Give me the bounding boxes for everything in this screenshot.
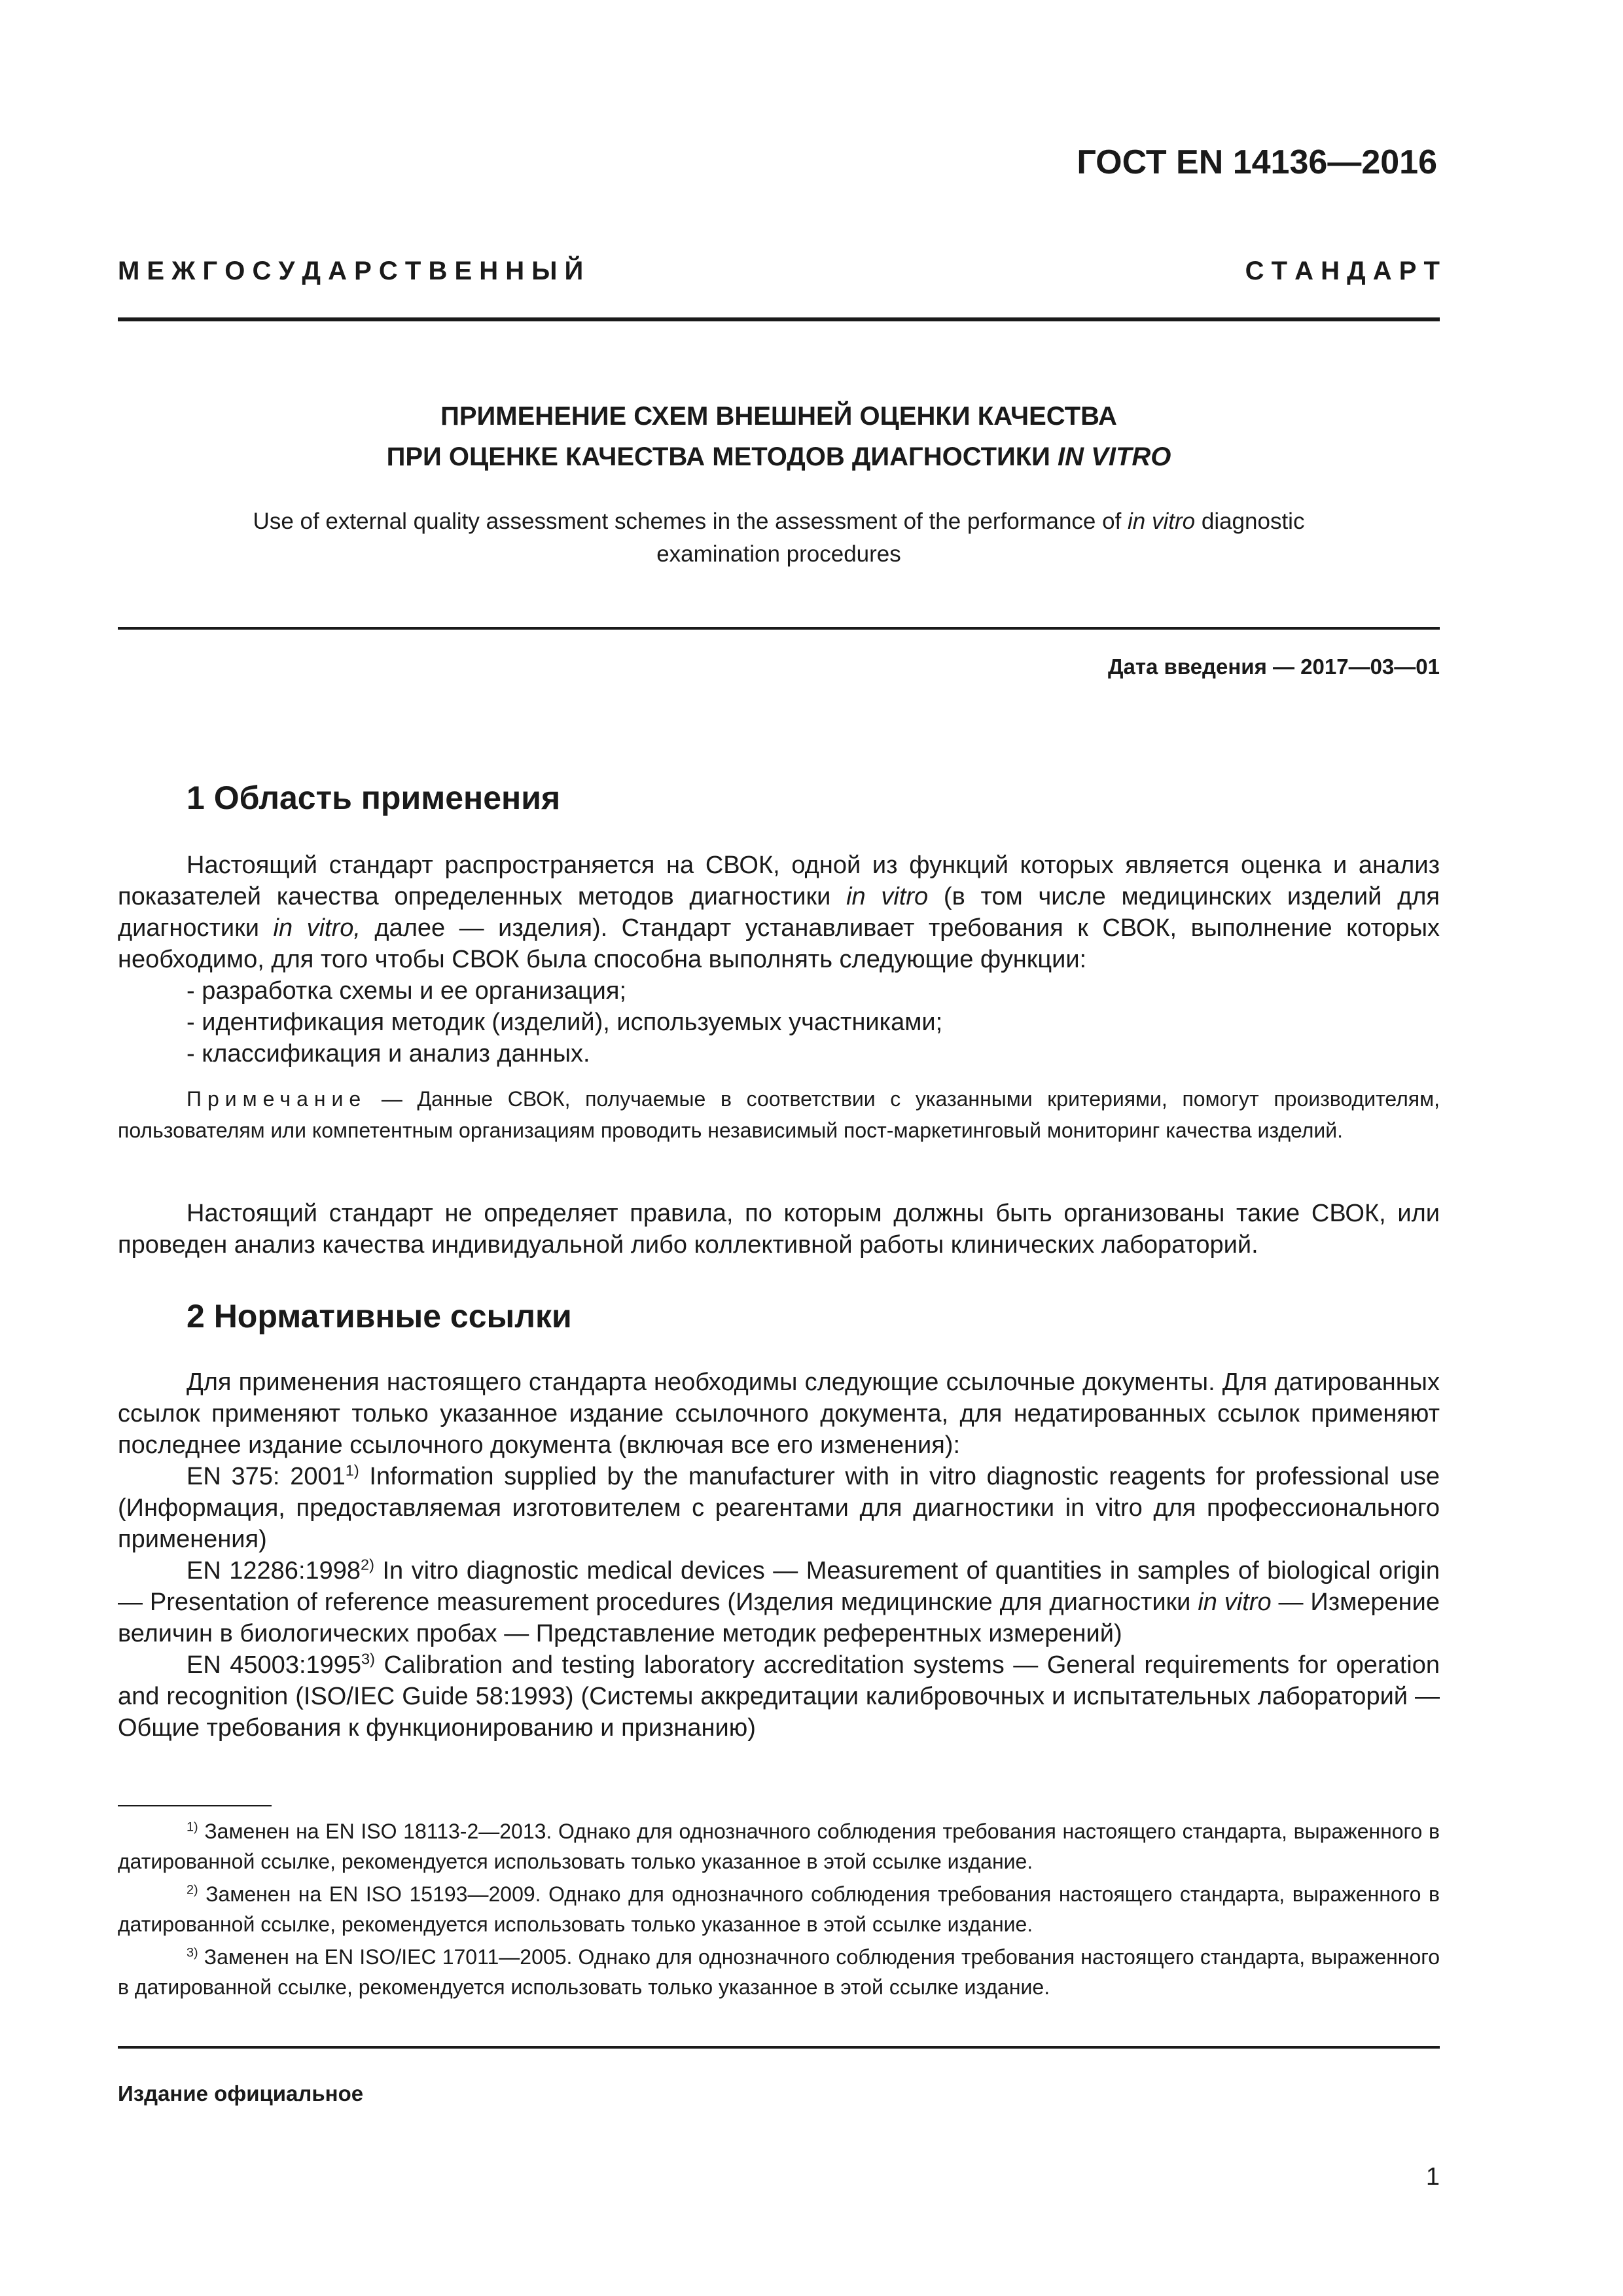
introduction-date: Дата введения — 2017—03—01 [1108, 655, 1440, 679]
official-edition-label: Издание официальное [118, 2081, 364, 2106]
list-item: - идентификация методик (изделий), используемых участниками; [187, 1009, 943, 1036]
section-1-body [118, 850, 1440, 1069]
title-line-1: ПРИМЕНЕНИЕ СХЕМ ВНЕШНЕЙ ОЦЕНКИ КАЧЕСТВА [440, 402, 1117, 431]
title-line-2: ПРИ ОЦЕНКЕ КАЧЕСТВА МЕТОДОВ ДИАГНОСТИКИ IN VITRO [386, 442, 1171, 471]
banner-right: С Т А Н Д А Р Т [1245, 257, 1440, 285]
footnotes [118, 1816, 1440, 2005]
list-item: - разработка схемы и ее организация; [187, 977, 626, 1005]
header-rule [118, 317, 1440, 321]
banner-left: М Е Ж Г О С У Д А Р С Т В Е Н Н Ы Й [118, 257, 584, 285]
section-2-heading: 2 Нормативные ссылки [187, 1298, 572, 1335]
reference-1: EN 375: 2001$^{1)}$ Information supplied by the manufacturer with in vitro diagnostic reagents for professional use (Информация, предоставляемая изготовителем с реагентами для диагностики in vitro для профессионального применения) [118, 1462, 1440, 1553]
footnote-2: $^{2)}$ Заменен на EN ISO 15193—2009. Однако для однозначного соблюдения требования настоящего стандарта, выраженного в датированной ссылке, рекомендуется использовать только указанное в этой ссылке издание. [118, 1882, 1440, 1936]
reference-3: EN 45003:1995$^{3)}$ Calibration and testing laboratory accreditation systems — General requirements for operation and recognition (ISO/IEC Guide 58:1993) (Системы аккредитации калибровочных и испытательных лабораторий — Общие требования к функционированию и признанию) [118, 1650, 1440, 1742]
list-item: - классификация и анализ данных. [187, 1040, 590, 1067]
section-2-body [118, 1367, 1440, 1744]
note-text: — Данные СВОК, получаемые в соответствии с указанными критериями, помогут производителям, пользователям или компетентным организациям проводить независимый пост-маркетинговый мониторинг качества изделий. [118, 1087, 1440, 1142]
page-number: 1 [1425, 2163, 1440, 2191]
section-2-paragraph: Для применения настоящего стандарта необходимы следующие ссылочные документы. Для датированных ссылок применяют только указанное издание ссылочного документа, для недатированных ссылок применяют последнее издание ссылочного документа (включая все его изменения): [118, 1369, 1440, 1459]
footnote-1: $^{1)}$ Заменен на EN ISO 18113-2—2013. Однако для однозначного соблюдения требования настоящего стандарта, выраженного в датированной ссылке, рекомендуется использовать только указанное в этой ссылке издание. [118, 1820, 1440, 1873]
note-label: Примечание [187, 1087, 367, 1111]
title-rule [118, 627, 1440, 630]
document-code: ГОСТ EN 14136—2016 [1077, 143, 1437, 181]
reference-2: EN 12286:1998$^{2)}$ In vitro diagnostic medical devices — Measurement of quantities in samples of biological origin — Presentation of reference measurement procedures (Изделия медицинские для диагностики in vitro — Измерение величин в биологических пробах — Представление методик референтных измерений) [118, 1556, 1440, 1647]
english-title: Use of external quality assessment schemes in the assessment of the performance of in vitro diagnostic examination procedures [253, 509, 1305, 567]
footer-rule [118, 2046, 1440, 2049]
standard-banner [118, 257, 1440, 286]
section-1-paragraph: Настоящий стандарт распространяется на СВОК, одной из функций которых является оценка и анализ показателей качества определенных методов диагностики in vitro (в том числе медицинских изделий для диагностики in vitro, далее — изделия). Стандарт устанавливает требования к СВОК, выполнение которых необходимо, для того чтобы СВОК была способна выполнять следующие функции: [118, 852, 1440, 973]
section-1-paragraph-2: Настоящий стандарт не определяет правила, по которым должны быть организованы такие СВОК, или проведен анализ качества индивидуальной либо коллективной работы клинических лабораторий. [118, 1200, 1440, 1259]
section-1-heading: 1 Область применения [187, 780, 561, 816]
document-title [118, 396, 1440, 477]
footnote-3: $^{3)}$ Заменен на EN ISO/IEC 17011—2005. Однако для однозначного соблюдения требования настоящего стандарта, выраженного в датированной ссылке, рекомендуется использовать только указанное в этой ссылке издание. [118, 1945, 1440, 1999]
note [118, 1083, 1440, 1146]
footnote-separator [118, 1805, 272, 1806]
